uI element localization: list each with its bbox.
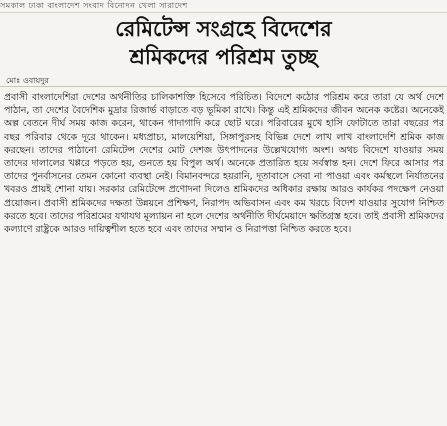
- article-body: [4, 91, 444, 423]
- divider: [0, 86, 447, 87]
- article-paragraph: প্রবাসী বাংলাদেশিরা দেশের অর্থনীতির চালিকাশক্তি হিসেবে পরিচিত। বিদেশে কঠোর পরিশ্রম করে তারা যে অর্থ দেশে পাঠান, তা দেশের বৈদেশিক মুদ্রার রিজার্ভ বাড়াতে বড় ভূমিকা রাখে। কিন্তু এই শ্রমিকদের জীবন অনেক কষ্টের। অনেকেই অল্প বেতনে দীর্ঘ সময় কাজ করেন, থাকেন গাদাগাদি করে ছোট ঘরে। পরিবারের মুখে হাসি ফোটাতে তারা বছরের পর বছর পরিবার থেকে দূরে থাকেন। মধ্যপ্রাচ্য, মালয়েশিয়া, সিঙ্গাপুরসহ বিভিন্ন দেশে লাখ লাখ বাংলাদেশি শ্রমিক কাজ করছেন। তাদের পাঠানো রেমিটেন্স দেশের মোট দেশজ উৎপাদনের উল্লেখযোগ্য অংশ। অথচ বিদেশে যাওয়ার সময় তাদের দালালের খপ্পরে পড়তে হয়, গুনতে হয় বিপুল অর্থ। অনেকে প্রতারিত হয়ে সর্বস্বান্ত হন। দেশে ফিরে আসার পর তাদের পুনর্বাসনের তেমন কোনো ব্যবস্থা নেই। বিমানবন্দরে হয়রানি, দূতাবাসে সেবা না পাওয়া এবং কর্মস্থলে নির্যাতনের খবরও প্রায়ই শোনা যায়। সরকার রেমিটেন্সে প্রণোদনা দিলেও শ্রমিকদের অধিকার রক্ষায় আরও কার্যকর পদক্ষেপ নেওয়া প্রয়োজন। প্রবাসী শ্রমিকদের দক্ষতা উন্নয়নে প্রশিক্ষণ, নিরাপদ অভিবাসন এবং কম খরচে বিদেশ যাওয়ার সুযোগ নিশ্চিত করতে হবে। তাদের পরিশ্রমের যথাযথ মূল্যায়ন না হলে দেশের অর্থনীতি দীর্ঘমেয়াদে ক্ষতিগ্রস্ত হবে। তাই প্রবাসী শ্রমিকদের কল্যাণে রাষ্ট্রকে আরও দায়িত্বশীল হতে হবে এবং তাদের সম্মান ও নিরাপত্তা নিশ্চিত করতে হবে।: [4, 92, 444, 236]
- headline-line-1: রেমিটেন্স সংগ্রহে বিদেশের: [115, 16, 332, 41]
- headline-line-2: শ্রমিকদের পরিশ্রম তুচ্ছ: [129, 44, 318, 69]
- newspaper-header-strip: সমকাল ঢাকা বাংলাদেশ সংবাদ বিনোদন খেলা সারাদেশ: [0, 0, 447, 13]
- byline: মোঃ ওবায়দুর: [6, 76, 49, 85]
